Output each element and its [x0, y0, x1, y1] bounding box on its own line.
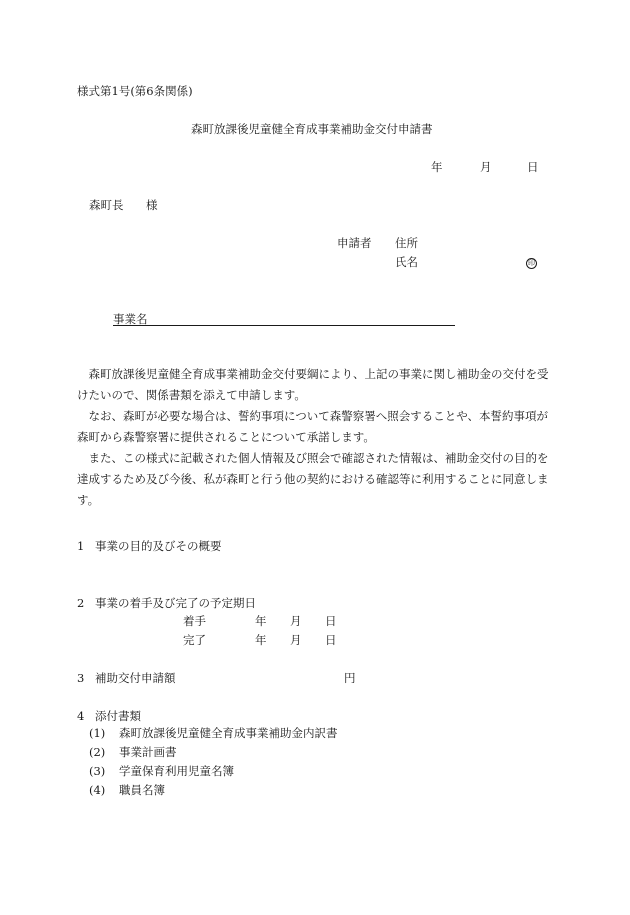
body-paragraph-1: 森町放課後児童健全育成事業補助金交付要綱により、上記の事業に関し補助金の交付を受けたいので、関係書類を添えて申請します。	[77, 367, 549, 402]
attachment-item-number: (3)	[89, 764, 106, 778]
date-year: 年	[431, 160, 443, 174]
project-name-label: 事業名	[113, 312, 148, 326]
project-name-underline	[113, 313, 455, 326]
end-label: 完了	[183, 633, 206, 647]
attachment-item-label: 職員名簿	[119, 783, 165, 797]
start-day: 日	[325, 614, 337, 628]
attachment-item-label: 学童保育利用児童名簿	[119, 764, 234, 778]
section-3-number: 3	[77, 671, 85, 685]
end-day: 日	[325, 633, 337, 647]
section-4-number: 4	[77, 709, 85, 723]
addressee-honorific: 様	[146, 198, 158, 212]
seal-mark: 印	[528, 259, 535, 267]
attachment-item-label: 森町放課後児童健全育成事業補助金内訳書	[119, 726, 338, 740]
form-number: 様式第1号(第6条関係)	[77, 84, 193, 98]
section-2-title: 事業の着手及び完了の予定期日	[95, 596, 256, 610]
body-text	[77, 364, 553, 511]
attachment-item-number: (1)	[89, 726, 106, 740]
name-label: 氏名	[395, 255, 418, 269]
document-title: 森町放課後児童健全育成事業補助金交付申請書	[191, 122, 433, 136]
date-day: 日	[527, 160, 539, 174]
attachment-item-number: (4)	[89, 783, 106, 797]
section-3-title: 補助交付申請額	[95, 671, 176, 685]
section-1-number: 1	[77, 539, 85, 553]
end-year: 年	[255, 633, 267, 647]
end-month: 月	[290, 633, 302, 647]
section-4-title: 添付書類	[95, 709, 141, 723]
applicant-label: 申請者	[337, 236, 372, 250]
body-paragraph-2: なお、森町が必要な場合は、誓約事項について森警察署へ照会することや、本誓約事項が森町から森警察署に提供されることについて承諾します。	[77, 409, 549, 444]
start-month: 月	[290, 614, 302, 628]
attachment-item-number: (2)	[89, 745, 106, 759]
addressee-name: 森町長	[89, 198, 124, 212]
address-label: 住所	[395, 236, 418, 250]
date-month: 月	[480, 160, 492, 174]
start-label: 着手	[183, 614, 206, 628]
section-1-title: 事業の目的及びその概要	[95, 539, 222, 553]
attachment-item-label: 事業計画書	[119, 745, 177, 759]
start-year: 年	[255, 614, 267, 628]
body-paragraph-3: また、この様式に記載された個人情報及び照会で確認された情報は、補助金交付の目的を達成するため及び今後、私が森町と行う他の契約における確認等に利用することに同意します。	[77, 451, 549, 507]
amount-unit: 円	[344, 671, 356, 685]
section-2-number: 2	[77, 596, 85, 610]
